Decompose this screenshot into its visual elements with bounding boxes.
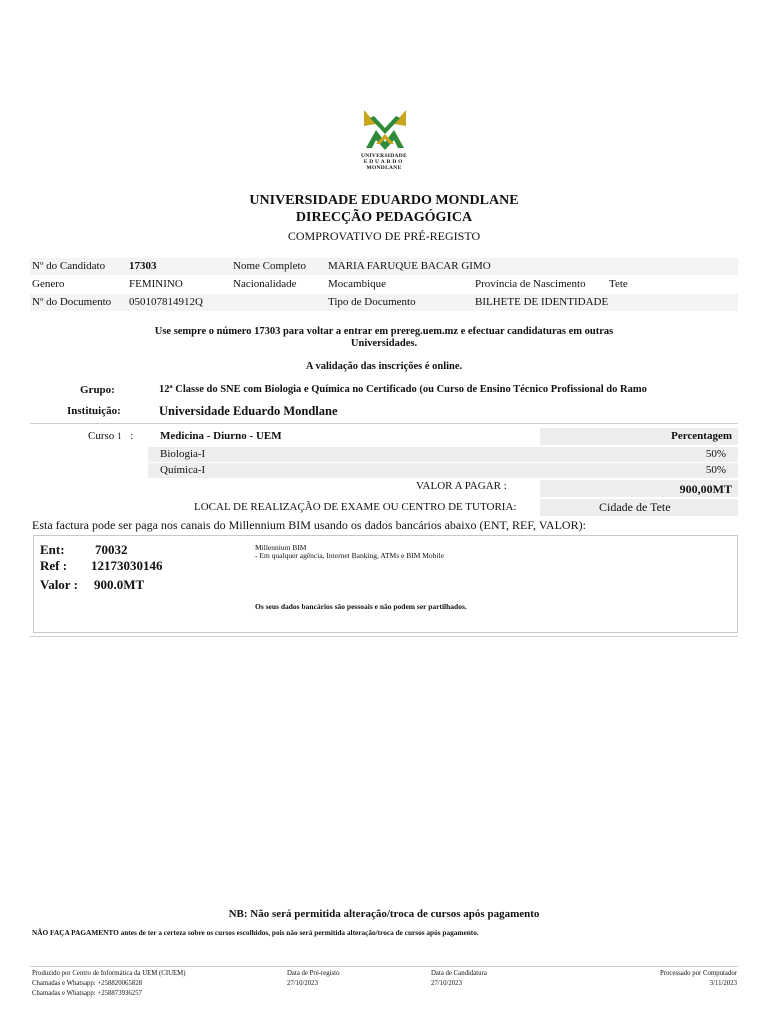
footer-producer	[32, 969, 185, 999]
amount-bar	[540, 480, 738, 497]
section-divider	[30, 423, 738, 424]
document-number: 050107814912Q	[129, 296, 203, 308]
percentage-header: Percentagem	[671, 430, 732, 442]
discipline-name: Biologia-I	[160, 448, 206, 460]
document-type-label: Tipo de Documento	[328, 296, 416, 308]
full-name-label: Nome Completo	[233, 260, 307, 272]
exam-location-bar	[540, 499, 738, 516]
discipline-row	[148, 463, 738, 478]
institution-value: Universidade Eduardo Mondlane	[159, 404, 338, 418]
produced-by: Produzido por Centro de Informática da UEM (CIUEM)	[32, 970, 186, 977]
privacy-note: Os seus dados bancários são pessoais e não podem ser partilhados.	[255, 602, 467, 611]
payment-intro: Esta factura pode ser paga nos canais do Millennium BIM usando os dados bancários abaixo (ENT, REF, VALOR):	[32, 518, 586, 532]
full-name: MARIA FARUQUE BACAR GIMO	[328, 260, 491, 272]
course-index: 1	[117, 431, 122, 441]
ent-label: Ent:	[40, 542, 65, 557]
course-name: Medicina - Diurno - UEM	[160, 430, 282, 442]
amount-value: 900,00MT	[679, 482, 732, 496]
course-label-group	[88, 430, 133, 442]
percentage-header-bar	[540, 428, 738, 445]
document-number-label: Nº do Documento	[32, 296, 112, 308]
amount-label: VALOR A PAGAR :	[416, 480, 507, 492]
footer-application-date: Data de Candidatura 27/10/2023	[431, 970, 487, 987]
discipline-row	[148, 447, 738, 462]
valor-value: 900.0MT	[94, 577, 145, 592]
no-payment-warning: NÃO FAÇA PAGAMENTO antes de ter a certeza sobre os cursos escolhidos, pois não será permitida alteração/troca de cursos após pagamento.	[32, 928, 479, 937]
discipline-percent: 50%	[705, 464, 726, 476]
gender-value: FEMININO	[129, 278, 183, 290]
course-colon: :	[130, 430, 134, 442]
contact-1: Chamadas e Whatsapp: +258820065828	[32, 980, 142, 987]
nationality-label: Nacionalidade	[233, 278, 297, 290]
group-label: Grupo:	[80, 384, 115, 396]
footer-prereg-date: Data de Pré-registo 27/10/2023	[287, 970, 340, 987]
exam-location-value: Cidade de Tete	[599, 500, 671, 514]
nationality-value: Mocambique	[328, 278, 387, 290]
nb-warning: NB: Não será permitida alteração/troca de cursos após pagamento	[228, 908, 540, 920]
logo-text: UNIVERSIDADE EDUARDO MONDLANE	[360, 153, 408, 171]
birth-province-label: Província de Nascimento	[475, 278, 586, 290]
contact-2: Chamadas e Whatsapp: +258873936257	[32, 990, 142, 997]
document-title: COMPROVATIVO DE PRÉ-REGISTO	[287, 229, 481, 243]
exam-location-label: LOCAL DE REALIZAÇÃO DE EXAME OU CENTRO DE TUTORIA:	[194, 501, 517, 513]
group-value: 12ª Classe do SNE com Biologia e Química no Certificado (ou Curso de Ensino Técnico Profissional do Ramo	[159, 384, 647, 395]
course-label: Curso	[88, 430, 115, 442]
footer-processed: Processado por Computador 3/11/2023	[659, 970, 737, 987]
info-row-3	[30, 294, 738, 311]
ref-value: 12173030146	[91, 558, 163, 573]
candidate-number-notice: Use sempre o número 17303 para voltar a entrar em prereg.uem.mz e efectuar candidaturas em outras Universidades.	[154, 326, 614, 349]
birth-province-value: Tete	[609, 278, 628, 290]
gender-label: Genero	[32, 278, 65, 290]
university-title: UNIVERSIDADE EDUARDO MONDLANE	[249, 193, 519, 208]
institution-label: Instituição:	[67, 405, 121, 417]
ent-value: 70032	[95, 542, 128, 557]
candidate-number: 17303	[129, 260, 157, 272]
discipline-name: Química-I	[160, 464, 206, 476]
online-validation-notice: A validação das inscrições é online.	[305, 361, 463, 372]
ref-label: Ref :	[40, 558, 68, 573]
document-type: BILHETE DE IDENTIDADE	[475, 296, 609, 308]
payment-box-underline	[30, 636, 738, 637]
info-row-2	[30, 276, 738, 293]
bank-channels: - Em qualquer agência, Internet Banking, ATMs e BIM Mobile	[255, 551, 444, 560]
bank-name: Millennium BIM	[255, 543, 307, 552]
department-title: DIRECÇÃO PEDAGÓGICA	[295, 210, 473, 225]
discipline-percent: 50%	[705, 448, 726, 460]
footer-divider	[30, 966, 738, 967]
valor-label: Valor :	[40, 577, 78, 592]
candidate-number-label: Nº do Candidato	[32, 260, 106, 272]
payment-details-box	[33, 535, 738, 633]
info-row-1	[30, 258, 738, 275]
